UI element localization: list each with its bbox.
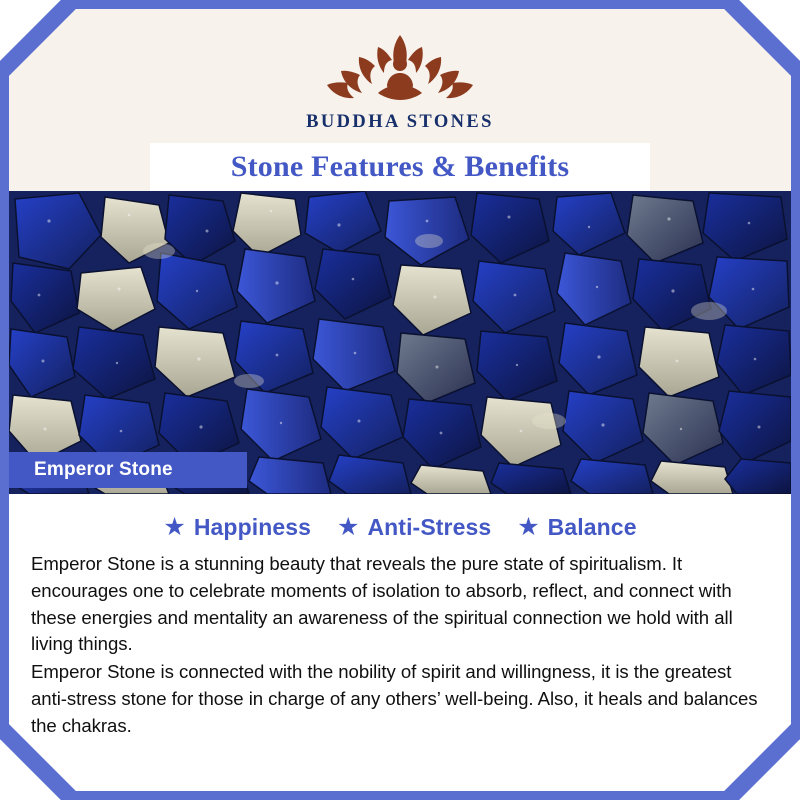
frame-border-top: [0, 0, 800, 9]
star-icon: ★: [337, 513, 360, 541]
description-paragraph-1: Emperor Stone is a stunning beauty that reveals the pure state of spiritualism. It encourages one to celebrate moments of isolation to absorb, reflect, and connect with these energies and mentality an awareness of the spiritual connection we hold with all living things.: [31, 553, 733, 655]
brand-name: BUDDHA STONES: [306, 112, 494, 132]
stone-photo-illustration: [9, 191, 791, 494]
benefit-label: Anti-Stress: [367, 514, 492, 540]
stone-name-text: Emperor Stone: [34, 459, 173, 480]
benefit-item-happiness: [163, 514, 311, 541]
frame-border-bottom: [0, 791, 800, 800]
header: [9, 9, 791, 191]
page-title: Stone Features & Benefits: [230, 150, 570, 183]
star-icon: ★: [163, 513, 186, 541]
title-bar: [150, 143, 650, 191]
benefit-item-anti-stress: [337, 514, 491, 541]
stone-photo: [9, 191, 791, 494]
description-section: [9, 500, 791, 791]
frame-border-left: [0, 0, 9, 800]
description-paragraph-2: Emperor Stone is connected with the nobility of spirit and willingness, it is the greatest anti-stress stone for those in charge of any others’ well-being. Also, it heals and balances the chakras.: [31, 661, 758, 736]
star-icon: ★: [517, 513, 540, 541]
brand-logo: [306, 27, 494, 133]
frame-border-right: [791, 0, 800, 800]
benefit-label: Balance: [547, 514, 637, 540]
stone-name-label: [9, 452, 247, 488]
benefits-list: [31, 514, 769, 541]
lotus-meditation-figure-icon: [315, 27, 485, 105]
benefit-item-balance: [517, 514, 636, 541]
benefit-label: Happiness: [193, 514, 312, 540]
